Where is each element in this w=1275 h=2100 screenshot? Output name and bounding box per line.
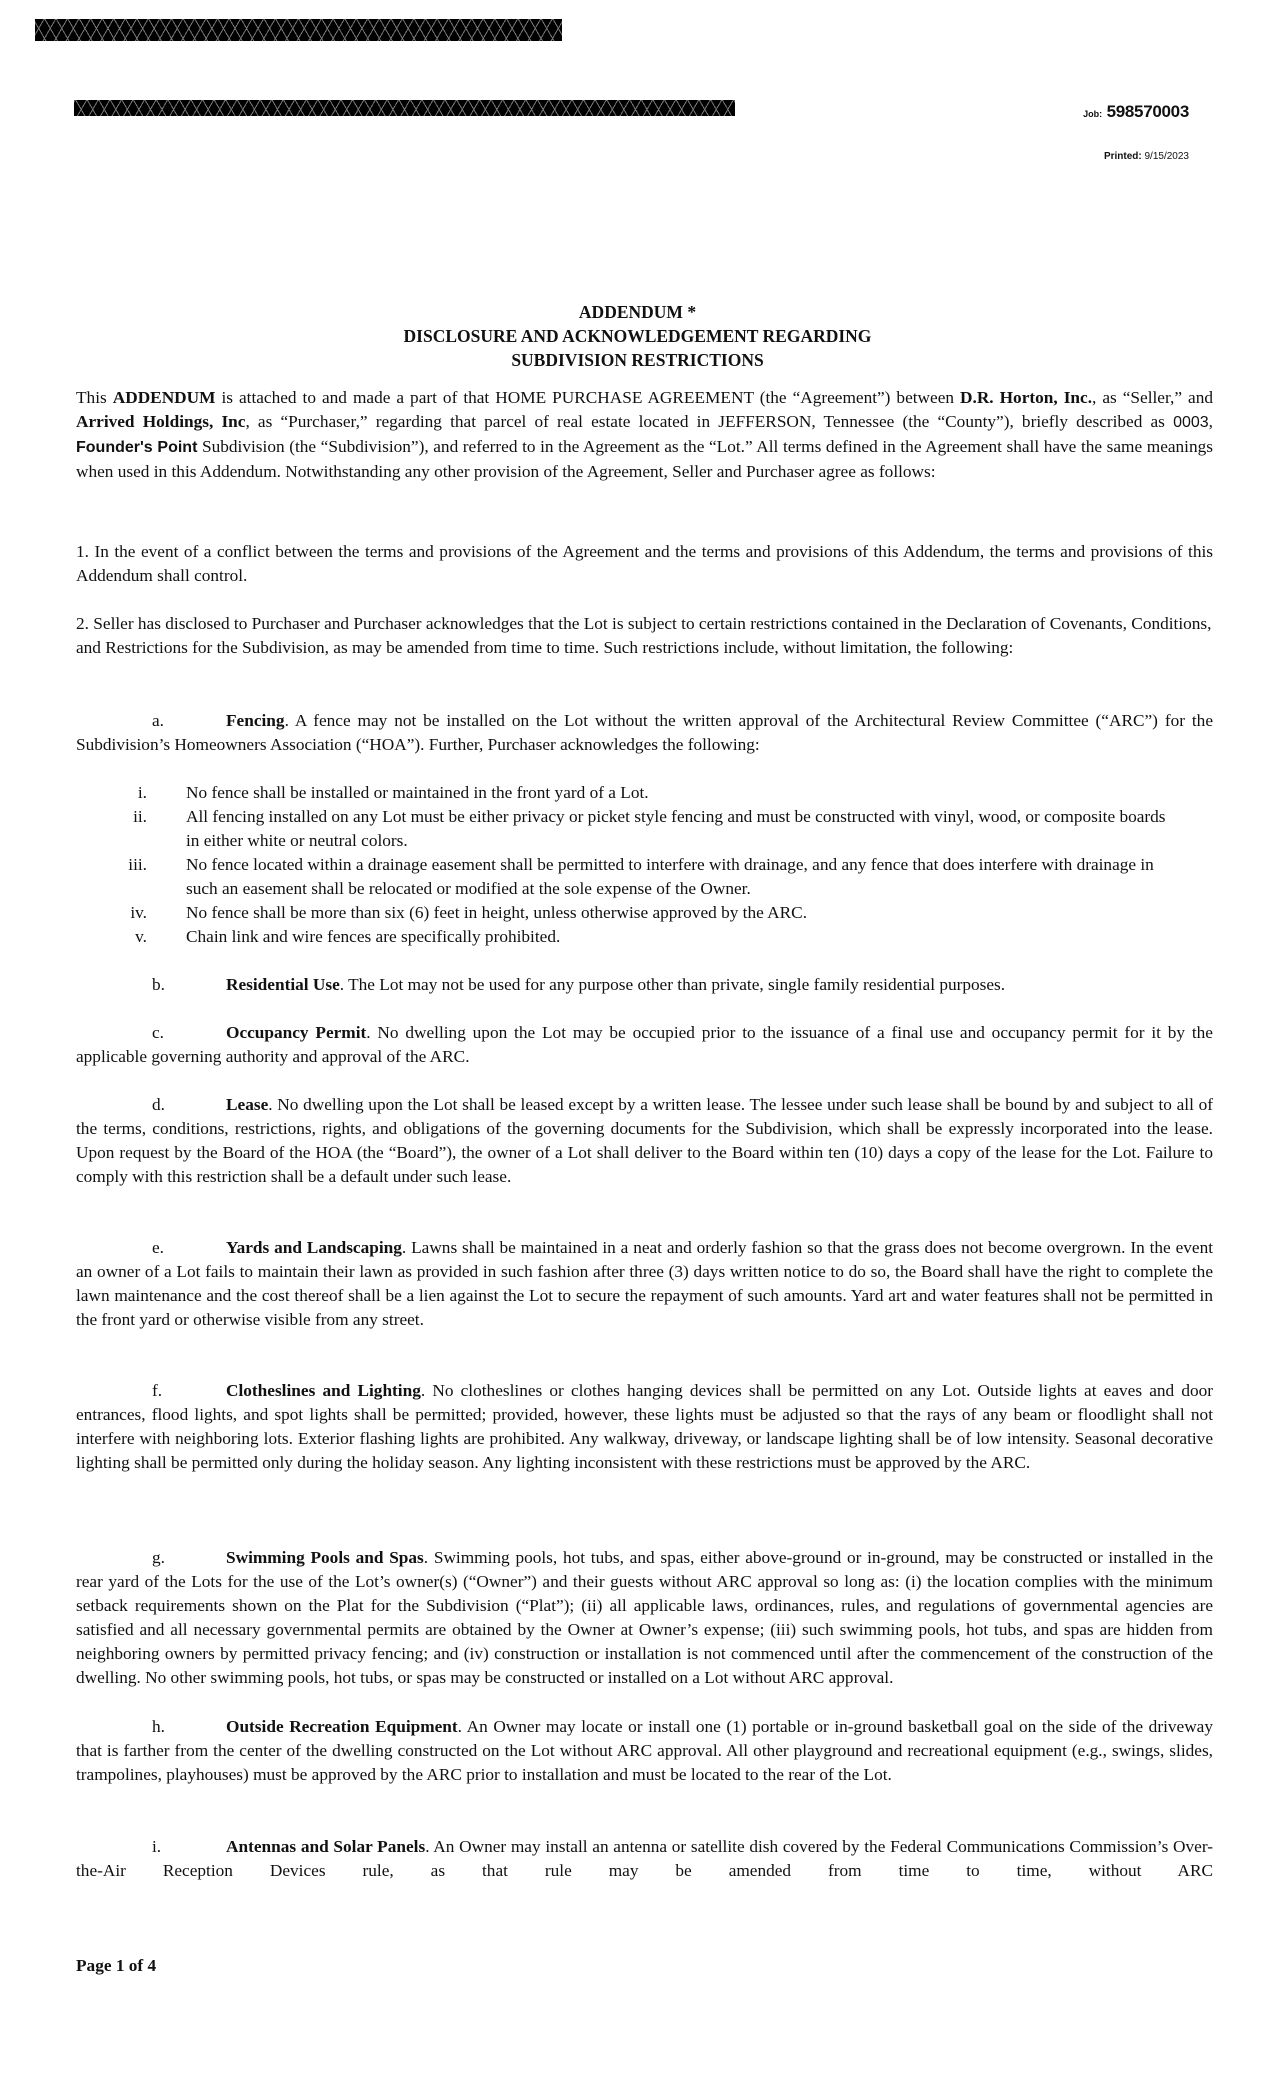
list-item: i. No fence shall be installed or maintained in the front yard of a Lot. xyxy=(137,783,649,802)
section-e-yards: e. Yards and Landscaping. Lawns shall be maintained in a neat and orderly fashion so that the grass does not become overgrown. In the event an owner of a Lot fails to maintain their lawn as provided in such fashion after three (3) days written notice to do so, the Board shall have the right to complete the lawn maintenance and the cost thereof shall be a lien against the Lot to secure the repayment of such amounts. Yard art and water features shall not be permitted in the front yard or otherwise visible from any street. xyxy=(76,1238,1214,1329)
section-d-lease: d. Lease. No dwelling upon the Lot shall be leased except by a written lease. The lessee under such lease shall be bound by and subject to all of the terms, conditions, restrictions, rights, and obligations of the governing documents for the Subdivision, which shall be expressly incorporated into the lease. Upon request by the Board of the HOA (the “Board”), the owner of a Lot shall deliver to the Board within ten (10) days a copy of the lease for the Lot. Failure to comply with this restriction shall be a default under such lease. xyxy=(76,1095,1213,1186)
list-item: iii. No fence located within a drainage easement shall be permitted to interfere with drainage, and any fence that does interfere with drainage in such an easement shall be relocated or modified at the sole expense of the Owner. xyxy=(128,855,1154,898)
paragraph-1: 1. In the event of a conflict between the terms and provisions of the Agreement and the terms and provisions of this Addendum, the terms and provisions of this Addendum shall control. xyxy=(76,542,1213,585)
fencing-list xyxy=(76,781,1213,949)
list-item: ii. All fencing installed on any Lot must be either privacy or picket style fencing and must be constructed with vinyl, wood, or composite boards in either white or neutral colors. xyxy=(133,807,1166,850)
section-f-lighting: f. Clotheslines and Lighting. No clotheslines or clothes hanging devices shall be permitted on any Lot. Outside lights at eaves and door entrances, flood lights, and spot lights shall be permitted; provided, however, these lights must be adjusted so that the rays of any beam or floodlight shall not interfere with neighboring lots. Exterior flashing lights are prohibited. Any walkway, driveway, or landscape lighting shall be of low intensity. Seasonal decorative lighting shall be permitted only during the holiday season. Any lighting inconsistent with these restrictions must be approved by the ARC. xyxy=(76,1381,1213,1472)
list-item: v. Chain link and wire fences are specifically prohibited. xyxy=(135,927,561,946)
intro-paragraph: This ADDENDUM is attached to and made a part of that HOME PURCHASE AGREEMENT (the “Agreement”) between D.R. Horton, Inc., as “Seller,” and Arrived Holdings, Inc, as “Purchaser,” regarding that parcel of real estate located in JEFFERSON, Tennessee (the “County”), briefly described as 0003, Founder's Point Subdivision (the “Subdivision”), and referred to in the Agreement as the “Lot.” All terms defined in the Agreement shall have the same meanings when used in this Addendum. Notwithstanding any other provision of the Agreement, Seller and Purchaser agree as follows: xyxy=(76,388,1213,481)
section-b-residential-use: b. Residential Use. The Lot may not be used for any purpose other than private, single family residential purposes. xyxy=(152,975,1006,994)
redacted-bar-top xyxy=(35,19,562,41)
paragraph-2: 2. Seller has disclosed to Purchaser and Purchaser acknowledges that the Lot is subject to certain restrictions contained in the Declaration of Covenants, Conditions, and Restrictions for the Subdivision, as may be amended from time to time. Such restrictions include, without limitation, the following: xyxy=(76,614,1212,657)
document-title: ADDENDUM * DISCLOSURE AND ACKNOWLEDGEMENT REGARDING SUBDIVISION RESTRICTIONS xyxy=(403,302,872,370)
page-number: Page 1 of 4 xyxy=(76,1956,157,1975)
section-a-fencing: a. Fencing. A fence may not be installed on the Lot without the written approval of the Architectural Review Committee (“ARC”) for the Subdivision’s Homeowners Association (“HOA”). Further, Purchaser acknowledges the following: xyxy=(76,711,1213,754)
job-number: Job: 598570003 xyxy=(1083,102,1189,121)
section-i-antennas: i. Antennas and Solar Panels. An Owner may install an antenna or satellite dish covered by the Federal Communications Commission’s Over-the-Air Reception Devices rule, as that rule may be amended from time to time, without ARC xyxy=(76,1837,1213,1880)
section-g-pools: g. Swimming Pools and Spas. Swimming pools, hot tubs, and spas, either above-ground or in-ground, may be constructed or installed in the rear yard of the Lots for the use of the Lot’s owner(s) (“Owner”) and their guests without ARC approval so long as: (i) the location complies with the minimum setback requirements shown on the Plat for the Subdivision (“Plat”); (ii) all applicable laws, ordinances, rules, and regulations of governmental agencies are satisfied and all necessary governmental permits are obtained by the Owner at Owner’s expense; (iii) such swimming pools, hot tubs, and spas are hidden from neighboring owners by permitted privacy fencing; and (iv) construction or installation is not commenced until after the commencement of the construction of the dwelling. No other swimming pools, hot tubs, or spas may be constructed or installed on a Lot without ARC approval. xyxy=(76,1548,1213,1687)
redacted-bar-address xyxy=(74,100,735,116)
list-item: iv. No fence shall be more than six (6) feet in height, unless otherwise approved by the ARC. xyxy=(130,903,808,922)
section-h-recreation: h. Outside Recreation Equipment. An Owner may locate or install one (1) portable or in-ground basketball goal on the side of the driveway that is farther from the center of the dwelling constructed on the Lot without ARC approval. All other playground and recreational equipment (e.g., swings, slides, trampolines, playhouses) must be approved by the ARC prior to installation and must be located to the rear of the Lot. xyxy=(76,1717,1213,1784)
printed-date: Printed: 9/15/2023 xyxy=(1103,151,1189,162)
section-c-occupancy-permit: c. Occupancy Permit. No dwelling upon the Lot may be occupied prior to the issuance of a final use and occupancy permit for it by the applicable governing authority and approval of the ARC. xyxy=(76,1023,1213,1066)
